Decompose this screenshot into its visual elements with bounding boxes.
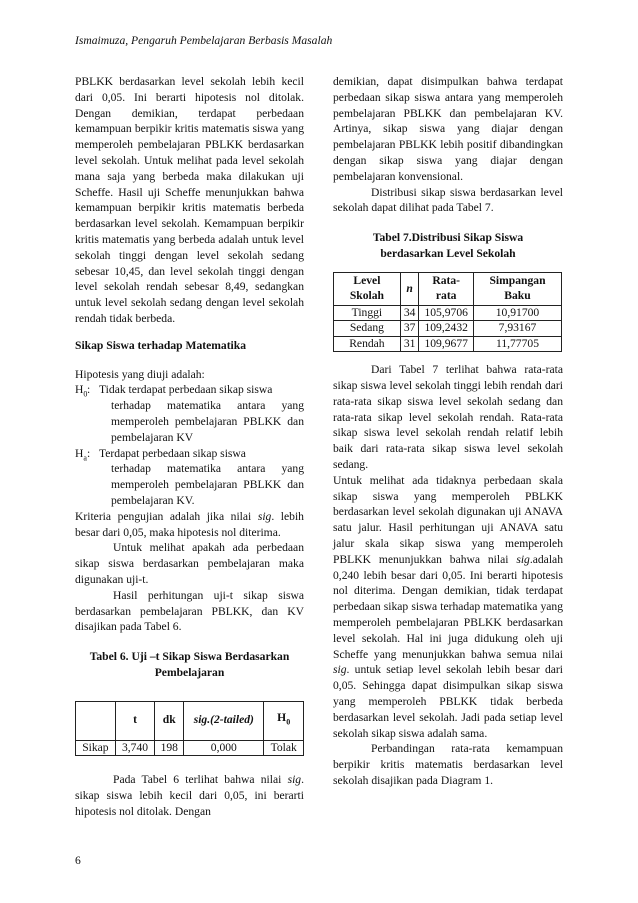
- right-column: [333, 74, 563, 789]
- hypothesis-h0: [75, 382, 304, 445]
- h0-text-2: terhadap matematika antara yang memperoleh pembelajaran PBLKK dan pembelajaran KV: [111, 399, 304, 444]
- h0-separator: :: [87, 383, 91, 397]
- table-6: [75, 701, 304, 757]
- hypothesis-ha: [75, 446, 304, 509]
- h0-label: $H_0$: [75, 383, 88, 399]
- ha-text-1: Terdapat perbedaan sikap siswa: [99, 446, 246, 460]
- table-cell: Rendah: [334, 336, 401, 352]
- table-cell: 11,77705: [473, 336, 561, 352]
- table-cell: 31: [400, 336, 419, 352]
- table7-header: n: [400, 272, 419, 305]
- table6-header: sig.(2-tailed): [184, 701, 264, 740]
- table-row: [334, 336, 562, 352]
- table7-header: Rata-rata: [419, 272, 474, 305]
- left-paragraph-1: PBLKK berdasarkan level sekolah lebih kecil dari 0,05. Ini berarti hipotesis nol ditolak. Dengan demikian, terdapat perbedaan kemampuan berpikir kritis matematis siswa yang memperoleh pembelajaran PBLKK berdasarkan level sekolah. Untuk melihat pada level sekolah mana saja yang berbeda maka dilakukan uji Scheffe. Hasil uji Scheffe menunjukkan bahwa kemampuan berpikir kritis matematis berbeda berdasarkan level sekolah. Kemampuan berpikir kritis matematis yang berbeda adalah untuk level sekolah tinggi dengan level sekolah sedang sebesar 10,45, dan level sekolah tinggi dengan level sekolah rendah sebesar 8,49, sedangkan untuk level sekolah sedang dengan level sekolah rendah tidak berbeda.: [75, 75, 304, 325]
- table6-header: [76, 701, 116, 740]
- table7-header: Simpangan Baku: [473, 272, 561, 305]
- table-row: [334, 321, 562, 337]
- section-heading: Sikap Siswa terhadap Matematika: [75, 338, 247, 352]
- table6-header: $H_0$: [264, 701, 304, 740]
- ha-text-2: terhadap matematika antara yang memperoleh pembelajaran PBLKK dan pembelajaran KV.: [111, 462, 304, 507]
- right-paragraph-2: Distribusi sikap siswa berdasarkan level sekolah dapat dilihat pada Tabel 7.: [333, 185, 563, 215]
- table-7: [333, 272, 562, 353]
- hypothesis-intro: Hipotesis yang diuji adalah:: [75, 367, 205, 381]
- right-paragraph-1: demikian, dapat disimpulkan bahwa terdapat perbedaan sikap siswa antara yang memperoleh pembelajaran PBLKK dan pembelajaran KV. Artinya, sikap siswa yang diajar dengan pembelajaran PBLKK lebih positif dibandingkan dengan sikap siswa yang diajar dengan pembelajaran konvensional.: [333, 75, 563, 183]
- ha-label: $H_a$: [75, 446, 87, 462]
- right-paragraph-3: Dari Tabel 7 terlihat bahwa rata-rata sikap siswa level sekolah tinggi lebih rendah dari rata-rata sikap siswa level sekolah sedang dan rata-rata sikap level sekolah rendah. Rata-rata sikap siswa level sekolah rendah relatif lebih baik dari rata-rata sikap siswa level sekolah sedang.: [333, 363, 563, 472]
- table-cell: Sikap: [76, 740, 116, 756]
- table-row: [334, 305, 562, 321]
- table-cell: 198: [155, 740, 184, 756]
- h0-text-1: Tidak terdapat perbedaan sikap siswa: [99, 383, 273, 397]
- table-cell: 109,2432: [419, 321, 474, 337]
- table-cell: 10,91700: [473, 305, 561, 321]
- running-header: Ismaimuza, Pengaruh Pembelajaran Berbasis Masalah: [75, 34, 333, 47]
- left-column: [75, 74, 304, 820]
- left-paragraph-5: Pada Tabel 6 terlihat bahwa nilai sig. sikap siswa lebih kecil dari 0,05, ini berarti hipotesis nol ditolak. Dengan: [75, 773, 304, 818]
- table-cell: Tinggi: [334, 305, 401, 321]
- table7-header: Level Skolah: [334, 272, 401, 305]
- table-cell: 7,93167: [473, 321, 561, 337]
- table-cell: 3,740: [115, 740, 154, 756]
- table-cell: 34: [400, 305, 419, 321]
- table6-header: t: [115, 701, 154, 740]
- page-number: 6: [75, 854, 81, 867]
- table6-header: dk: [155, 701, 184, 740]
- table-cell: 0,000: [184, 740, 264, 756]
- criteria-paragraph: Kriteria pengujian adalah jika nilai sig. lebih besar dari 0,05, maka hipotesis nol diterima.: [75, 509, 304, 539]
- table-row: [76, 740, 304, 756]
- right-paragraph-5: Perbandingan rata-rata kemampuan berpikir kritis matematis berdasarkan level sekolah disajikan pada Diagram 1.: [333, 742, 563, 787]
- table-cell: 109,9677: [419, 336, 474, 352]
- table-cell: Sedang: [334, 321, 401, 337]
- left-paragraph-3: Untuk melihat apakah ada perbedaan sikap siswa berdasarkan pembelajaran maka digunakan uji-t.: [75, 541, 304, 586]
- table7-caption: Tabel 7.Distribusi Sikap Siswa berdasarkan Level Sekolah: [372, 231, 524, 260]
- table-cell: Tolak: [264, 740, 304, 756]
- table-cell: 37: [400, 321, 419, 337]
- table-cell: 105,9706: [419, 305, 474, 321]
- left-paragraph-4: Hasil perhitungan uji-t sikap siswa berdasarkan pembelajaran PBLKK, dan KV disajikan pada Tabel 6.: [75, 588, 304, 634]
- right-paragraph-4: Untuk melihat ada tidaknya perbedaan skala sikap siswa yang memperoleh PBLKK berdasarkan level sekolah digunakan uji ANAVA satu jalur. Hasil perhitungan uji ANAVA satu jalur skala sikap siswa yang memperoleh PBLKK menunjukkan bahwa nilai sig.adalah 0,240 lebih besar dari 0,05. Ini berarti hipotesis nol diterima. Dengan demikian, tidak terdapat perbedaan sikap siswa terhadap matematika yang memperoleh pembelajaran PBLKK berdasarkan level sekolah. Hal ini juga didukung oleh uji Scheffe yang menunjukkan bahwa semua nilai sig. untuk setiap level sekolah lebih besar dari 0,05. Sehingga dapat disimpulkan sikap siswa yang memperoleh PBLKK tidak berbeda berdasarkan level sekolah. Jadi pada setiap level sekolah sikap siswa adalah sama.: [333, 473, 563, 740]
- ha-separator: :: [87, 446, 91, 460]
- table6-caption: Tabel 6. Uji –t Sikap Siswa Berdasarkan Pembelajaran: [89, 650, 290, 679]
